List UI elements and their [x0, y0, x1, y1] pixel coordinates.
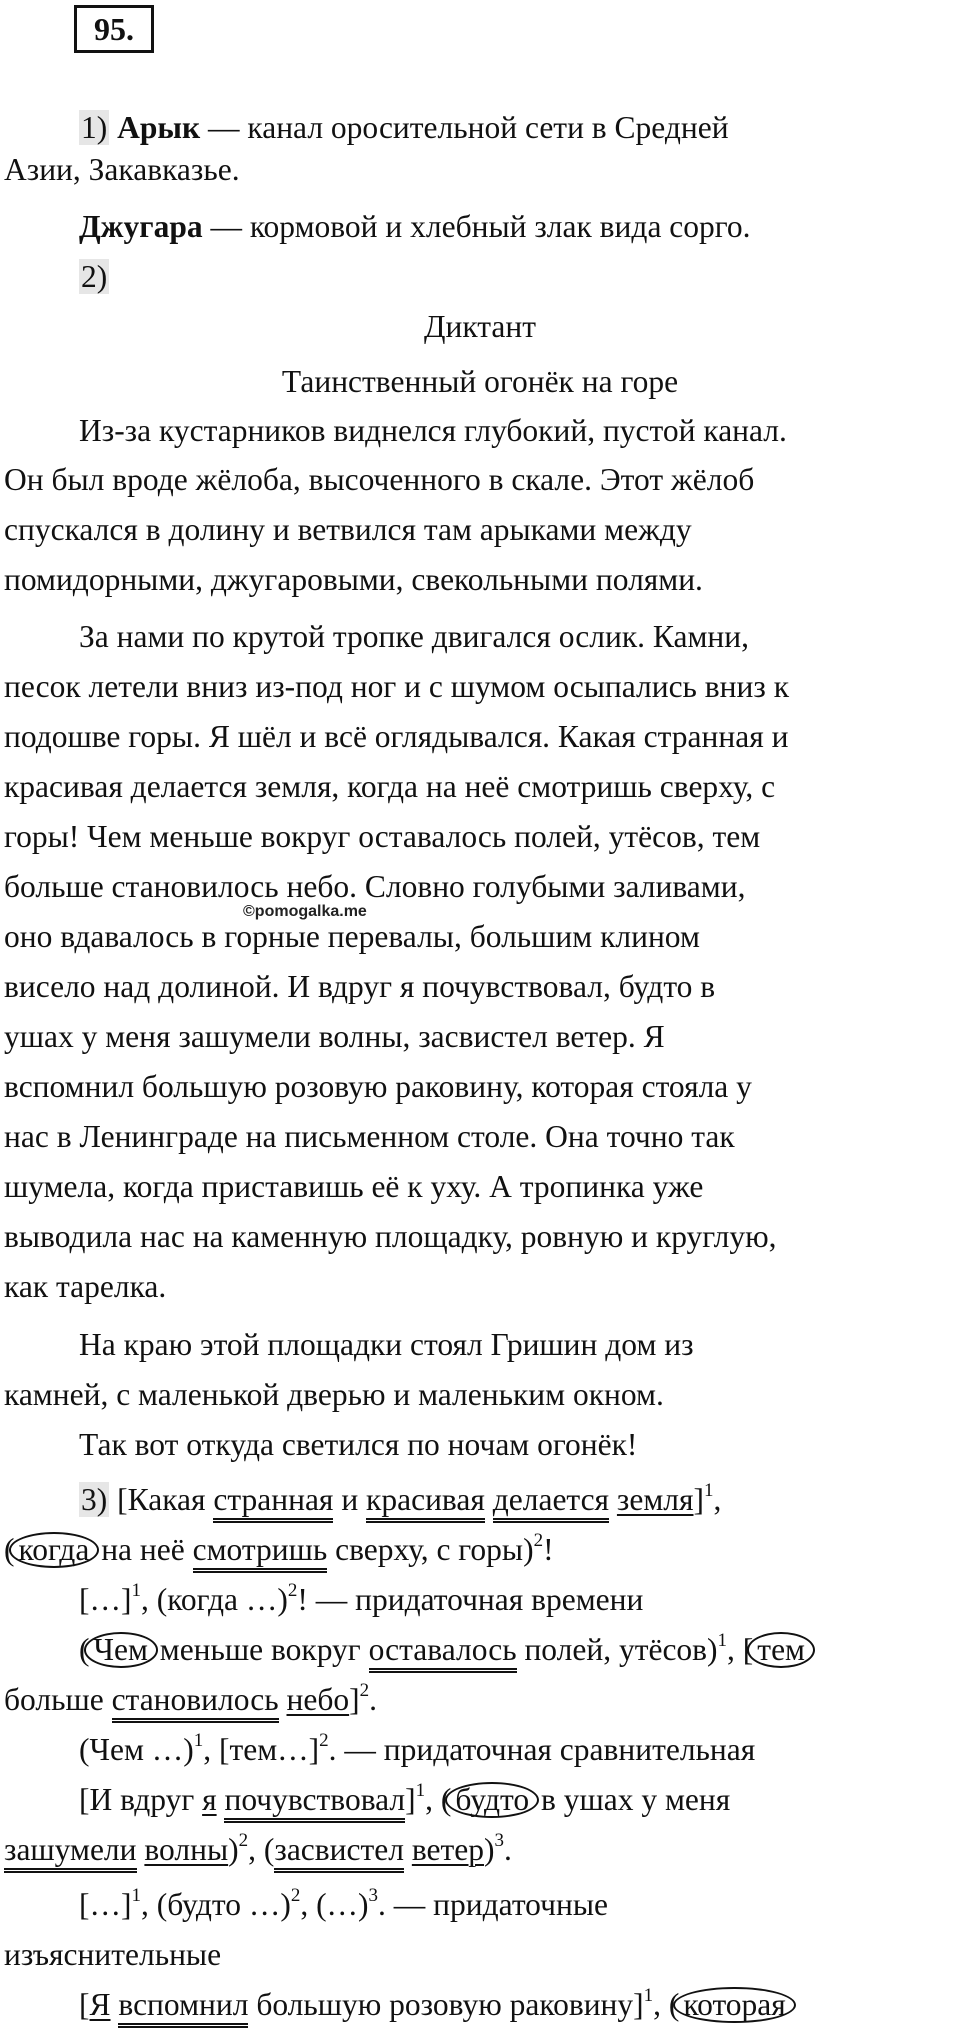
clause-index: 3: [368, 1885, 379, 1906]
text: [279, 1682, 287, 1717]
part-number: 1): [81, 110, 108, 145]
clause-index: 1: [717, 1630, 728, 1651]
predicate: делается: [493, 1482, 609, 1523]
text-line: оно вдавалось в горные перевалы, большим клином: [4, 919, 700, 954]
text: , (: [425, 1782, 452, 1817]
text: .: [369, 1682, 377, 1717]
conjunction-circled: будто: [445, 1782, 539, 1818]
predicate: вспомнил: [118, 1987, 248, 2028]
clause-index: 1: [131, 1885, 141, 1906]
scheme-3-cont: изъяснительные: [4, 1937, 222, 1972]
analysis-sentence-2: [0, 1630, 960, 1670]
text: , (будто …): [140, 1887, 291, 1922]
text: , [тем…]: [203, 1732, 320, 1767]
predicate: засвистел: [274, 1832, 404, 1873]
subject: небо: [286, 1682, 350, 1717]
text: […]: [79, 1887, 132, 1922]
text: в ушах у меня: [533, 1782, 731, 1817]
text: ,: [713, 1482, 722, 1517]
text-line: шумела, когда приставишь её к уху. А тропинка уже: [4, 1169, 704, 1204]
clause-index: 3: [494, 1830, 505, 1851]
text: большую розовую раковину]: [248, 1987, 644, 2022]
dictation-title: Таинственный огонёк на горе: [281, 364, 679, 399]
predicate: зашумели: [4, 1832, 137, 1873]
text: (Чем …): [79, 1732, 194, 1767]
text: [485, 1482, 493, 1517]
text-line: красивая делается земля, когда на неё смотришь сверху, с: [4, 769, 776, 804]
text: [609, 1482, 617, 1517]
subject: я: [202, 1782, 217, 1817]
text: ]: [405, 1782, 416, 1817]
analysis-sentence-3-cont: [0, 1830, 960, 1870]
watermark: ©pomogalka.me: [243, 903, 367, 920]
text: , (когда …): [140, 1582, 288, 1617]
conjunction-circled: Чем: [84, 1632, 158, 1668]
conjunction-circled: которая: [673, 1987, 795, 2023]
text-line: вспомнил большую розовую раковину, которая стояла у: [4, 1069, 752, 1104]
clause-index: 1: [193, 1730, 204, 1751]
text: ! — придаточная времени: [297, 1582, 644, 1617]
text: ): [484, 1832, 495, 1867]
definition-text: — кормовой и хлебный злак вида сорго.: [202, 209, 751, 244]
text-line: ушах у меня зашумели волны, засвистел ветер. Я: [4, 1019, 665, 1054]
text-line: Он был вроде жёлоба, высоченного в скале. Этот жёлоб: [4, 462, 755, 497]
text-line: больше становилось небо. Словно голубыми заливами,: [4, 869, 746, 904]
text: больше: [4, 1682, 112, 1717]
part-number: 3): [81, 1482, 108, 1517]
text: . — придаточные: [378, 1887, 608, 1922]
text-line: нас в Ленинграде на письменном столе. Она точно так: [4, 1119, 735, 1154]
text-line: камней, с маленькой дверью и маленьким окном.: [4, 1377, 664, 1412]
predicate: оставалось: [369, 1632, 517, 1673]
conjunction-circled: когда: [9, 1532, 100, 1568]
text: , (…): [300, 1887, 369, 1922]
subject: волны: [144, 1832, 229, 1867]
clause-index: 1: [704, 1480, 714, 1501]
scheme-2: [0, 1730, 960, 1770]
text-line: как тарелка.: [4, 1269, 167, 1304]
text-line: помидорными, джугаровыми, свекольными полями.: [4, 562, 703, 597]
analysis-sentence-1-cont: [0, 1530, 960, 1570]
text: [Какая: [117, 1482, 214, 1517]
text: , (: [248, 1832, 275, 1867]
clause-index: 1: [131, 1580, 141, 1601]
scheme-3: [0, 1885, 960, 1925]
definition-text: — канал оросительной сети в Средней: [200, 110, 729, 145]
definition-dzhugara-line: [0, 207, 960, 247]
clause-index: 2: [290, 1885, 301, 1906]
analysis-sentence-2-cont: [0, 1680, 960, 1720]
term-dzhugara: Джугара: [79, 209, 203, 244]
definition-arik-cont: [0, 150, 960, 190]
text-line: спускался в долину и ветвился там арыками между: [4, 512, 692, 547]
predicate: смотришь: [193, 1532, 328, 1573]
text: меньше вокруг: [151, 1632, 369, 1667]
conjunction-circled: тем: [747, 1632, 815, 1668]
definition-text: Азии, Закавказье.: [4, 152, 240, 187]
subject: ветер: [411, 1832, 485, 1867]
scheme-1: [0, 1580, 960, 1620]
definition-arik-line: [0, 108, 960, 148]
predicate: красивая: [366, 1482, 485, 1523]
text: , (: [653, 1987, 680, 2022]
text: полей, утёсов): [516, 1632, 718, 1667]
clause-index: 1: [643, 1985, 654, 2006]
term-arik: Арык: [117, 110, 201, 145]
text: [404, 1832, 412, 1867]
clause-index: 2: [533, 1530, 544, 1551]
text: .: [504, 1832, 512, 1867]
text-line: подошве горы. Я шёл и всё оглядывался. Какая странная и: [4, 719, 789, 754]
part2-heading: [0, 257, 960, 297]
text-line: выводила нас на каменную площадку, ровную и круглую,: [4, 1219, 777, 1254]
text-line: За нами по крутой тропке двигался ослик. Камни,: [79, 619, 749, 654]
text: ]: [349, 1682, 360, 1717]
text: (: [79, 1632, 90, 1667]
text: на неё: [93, 1532, 193, 1567]
text-line: Из-за кустарников виднелся глубокий, пустой канал.: [79, 413, 787, 448]
text: (: [4, 1532, 15, 1567]
clause-index: 2: [287, 1580, 298, 1601]
clause-index: 2: [319, 1730, 329, 1751]
analysis-sentence-3: [0, 1780, 960, 1820]
text: . — придаточная сравнительная: [328, 1732, 756, 1767]
text-line: Так вот откуда светился по ночам огонёк!: [79, 1427, 638, 1462]
subject: Я: [89, 1987, 111, 2022]
predicate: почувствовал: [224, 1782, 405, 1823]
analysis-sentence-4: [0, 1985, 960, 2025]
text: ): [228, 1832, 239, 1867]
dictation-label: Диктант: [424, 309, 536, 344]
text: !: [543, 1532, 554, 1567]
text-line: висело над долиной. И вдруг я почувствовал, будто в: [4, 969, 716, 1004]
text-line: песок летели вниз из-под ног и с шумом осыпались вниз к: [4, 669, 790, 704]
text: сверху, с горы): [327, 1532, 534, 1567]
analysis-sentence-1: [0, 1480, 960, 1520]
text: [: [79, 1987, 90, 2022]
text: ]: [693, 1482, 704, 1517]
task-number: 95.: [74, 5, 154, 53]
clause-index: 1: [415, 1780, 426, 1801]
subject: земля: [616, 1482, 694, 1517]
predicate: становилось: [112, 1682, 279, 1723]
text-line: горы! Чем меньше вокруг оставалось полей, утёсов, тем: [4, 819, 761, 854]
part-number: 2): [81, 259, 108, 294]
predicate: странная: [213, 1482, 333, 1523]
clause-index: 2: [238, 1830, 249, 1851]
text: , [: [727, 1632, 754, 1667]
text-line: На краю этой площадки стоял Гришин дом из: [79, 1327, 694, 1362]
text: и: [333, 1482, 367, 1517]
text: […]: [79, 1582, 132, 1617]
text: [И вдруг: [79, 1782, 203, 1817]
clause-index: 2: [359, 1680, 370, 1701]
